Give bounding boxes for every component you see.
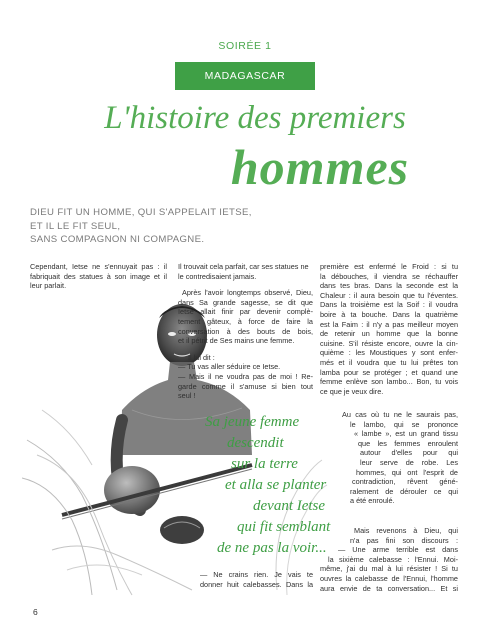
body-line: la sixième calebasse : l'Ennui. Moi- <box>328 554 458 564</box>
body-line: femme enlève son lambo... Bon, tu vois <box>320 377 458 387</box>
quote-line: descendit <box>227 435 284 451</box>
column-2-lower <box>200 570 313 589</box>
body-line: tement gâteux, à force de faire la <box>178 316 313 326</box>
body-line: Après l'avoir longtemps observé, Dieu, <box>182 288 313 298</box>
body-line: et il pétrit de Ses mains une femme. <box>178 336 295 346</box>
region-label: MADAGASCAR <box>204 70 286 82</box>
body-line: quième : les Moustiques y sont enfer- <box>320 348 458 358</box>
evening-label: SOIRÉE 1 <box>218 40 272 52</box>
body-line: — Ne crains rien. Je vais te <box>200 570 313 579</box>
intro-line: SANS COMPAGNON NI COMPAGNE. <box>30 234 205 245</box>
body-line: même, j'ai du mal à lui résister ! Si tu <box>320 564 458 574</box>
body-line: que les femmes enroulent <box>358 438 458 448</box>
body-line: ce que je veux dire. <box>320 386 384 396</box>
body-line: leur serve de robe. Les <box>360 457 458 467</box>
body-line: fabriquait des statues à son image et il <box>30 271 167 281</box>
body-line: n'a pas fini son discours : <box>350 535 458 545</box>
body-line: le lambo, qui se prononce <box>350 419 458 429</box>
story-title-line2: hommes <box>230 139 410 195</box>
body-line: a été enroulé. <box>350 496 395 506</box>
quote-line: Sa jeune femme <box>205 414 300 430</box>
body-line: Ietse allait finir par devenir complè- <box>178 307 313 317</box>
body-line: seul ! <box>178 391 196 401</box>
column-1 <box>30 262 167 291</box>
body-line: ralement de dérouler ce qui <box>350 486 458 496</box>
column-3-middle <box>320 410 458 506</box>
column-3-lower <box>320 526 458 593</box>
body-line: conversation à des bouts de bois, <box>178 326 313 336</box>
body-line: boire à ta bouche. Dans la quatrième <box>320 309 458 319</box>
body-line: hommes, qui ont l'esprit de <box>356 467 458 477</box>
body-line: Chaleur : il aura besoin que tu l'éventes. <box>320 290 458 300</box>
page-number: 6 <box>33 607 38 617</box>
quote-line: et alla se planter <box>225 477 327 493</box>
intro-text <box>30 206 290 247</box>
body-line: Cependant, Ietse ne s'ennuyait pas : il <box>30 262 167 271</box>
body-line: est la Faim : il n'y a pas meilleur moyen <box>320 319 458 329</box>
intro-line: DIEU FIT UN HOMME, QUI S'APPELAIT IETSE, <box>30 207 252 218</box>
body-line: le contredisaient jamais. <box>178 271 257 281</box>
body-line: aura envie de ta conversation... Et si <box>320 583 458 593</box>
body-line: més et il voudra que tu lui prêtes ton <box>320 357 458 367</box>
column-3-upper <box>320 262 458 396</box>
body-line: autour d'elles pour qui <box>360 448 458 458</box>
body-line: contradiction, rêvent géné- <box>352 477 458 487</box>
body-line: leur parlait. <box>30 281 67 291</box>
body-line: Il lui dit : <box>188 352 215 362</box>
body-line: dans Sa grande sagesse, se dit que <box>178 297 313 307</box>
quote-line: devant Ietse <box>253 498 326 514</box>
body-line: Il trouvait cela parfait, car ses statues ne <box>178 262 309 271</box>
body-line: Dans la troisième est la Soif : il voudra <box>320 300 458 310</box>
region-banner <box>175 62 315 90</box>
body-line: dans tes bras. Dans la seconde est la <box>320 281 458 291</box>
body-line: donner huit calebasses. Dans la <box>200 579 313 589</box>
body-line: — Tu vas aller séduire ce Ietse. <box>178 362 281 372</box>
body-line: « lambe », est un grand tissu <box>354 429 458 439</box>
body-line: première est enfermé le Froid : si tu <box>320 262 458 271</box>
body-line: Au cas où tu ne le saurais pas, <box>342 410 458 419</box>
body-line: garde comme il s'amuse si bien tout <box>178 381 313 391</box>
quote-line: de ne pas la voir... <box>217 540 327 556</box>
column-2-upper <box>178 262 313 401</box>
body-line: — Mais il ne voudra pas de moi ! Re- <box>178 371 313 381</box>
quote-line: qui fit semblant <box>237 519 331 535</box>
body-line: lamba pour se protéger ; et quand une <box>320 367 458 377</box>
body-line: ouvres la calebasse de l'Ennui, l'homme <box>320 573 458 583</box>
body-line: la débouches, il viendra se réchauffer <box>320 271 458 281</box>
quote-line: sur la terre <box>231 456 298 472</box>
body-line: — Une arme terrible est dans <box>338 545 458 555</box>
body-line: Mais revenons à Dieu, qui <box>354 526 458 535</box>
body-line: cuisine. S'il résiste encore, ouvre la cin- <box>320 338 458 348</box>
body-line: de retenir un homme que la bonne <box>320 329 458 339</box>
intro-line: ET IL LE FIT SEUL, <box>30 220 121 232</box>
story-title-line1: L'histoire des premiers <box>104 100 406 136</box>
